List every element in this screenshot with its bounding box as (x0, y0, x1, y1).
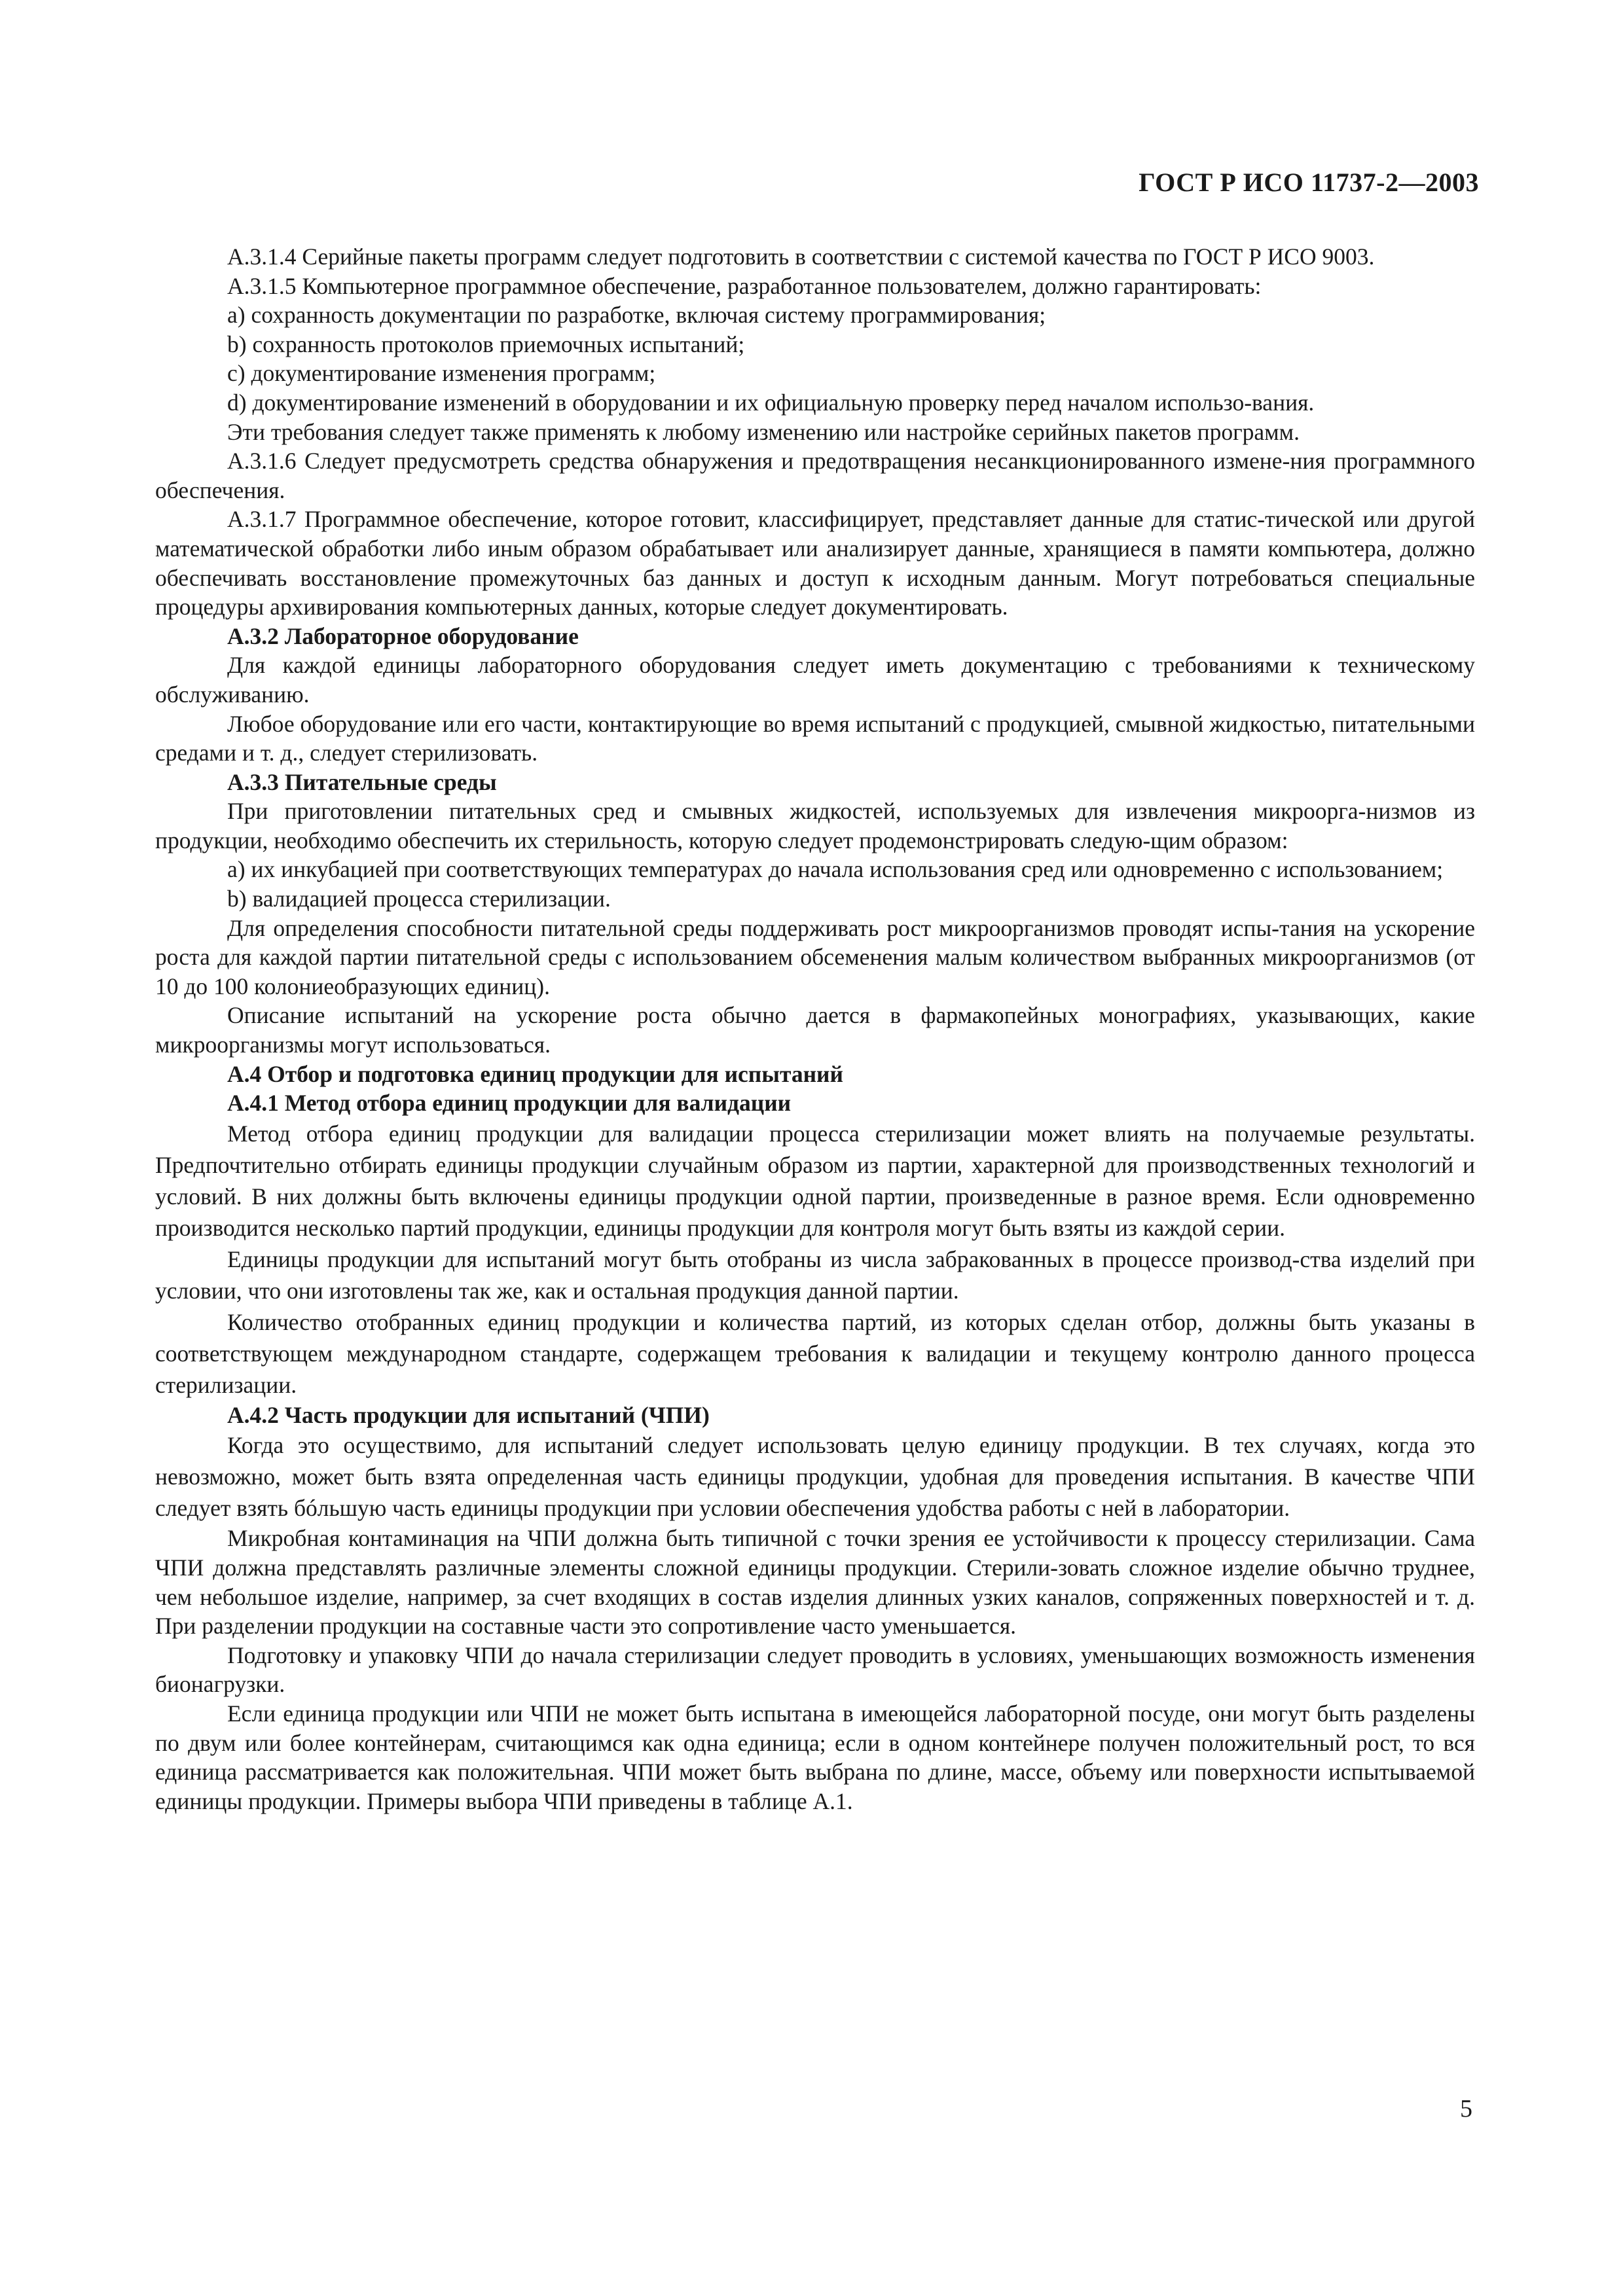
paragraph: Любое оборудование или его части, контактирующие во время испытаний с продукцией, смывной жидкостью, питательными средами и т. д., следует стерилизовать. (155, 710, 1475, 766)
section-heading-a32: А.3.2 Лабораторное оборудование (227, 622, 579, 649)
page-number: 5 (1460, 2095, 1472, 2123)
paragraph: Для каждой единицы лабораторного оборудования следует иметь документацию с требованиями к техническому обслуживанию. (155, 652, 1475, 708)
paragraph: Эти требования следует также применять к любому изменению или настройке серийных пакетов программ. (227, 418, 1300, 445)
section-heading-a4: А.4 Отбор и подготовка единиц продукции для испытаний (227, 1060, 843, 1087)
paragraph: Если единица продукции или ЧПИ не может быть испытана в имеющейся лабораторной посуде, они могут быть разделены по двум или более контейнерам, считающимся как одна единица; если в одном контейнере получен положительный рост, то вся единица рассматривается как положительная. ЧПИ может быть выбрана по длине, массе, объему или поверхности испытываемой единицы продукции. Примеры выбора ЧПИ приведены в таблице А.1. (155, 1700, 1475, 1814)
document-header: ГОСТ Р ИСО 11737-2—2003 (1139, 168, 1479, 197)
paragraph: Количество отобранных единиц продукции и количества партий, из которых сделан отбор, должны быть указаны в соответствующем международном стандарте, содержащем требования к валидации и текущему контролю данного процесса стерилизации. (155, 1308, 1475, 1398)
document-body (155, 242, 1475, 1816)
paragraph-a317: А.3.1.7 Программное обеспечение, которое готовит, классифицирует, представляет данные для статис-тической или другой математической обработки либо иным образом обрабатывает или анализирует данные, хранящиеся в памяти компьютера, должно обеспечивать восстановление промежуточных баз данных и доступ к исходным данным. Могут потребоваться специальные процедуры архивирования компьютерных данных, которые следует документировать. (155, 506, 1475, 620)
paragraph: Описание испытаний на ускорение роста обычно дается в фармакопейных монографиях, указывающих, какие микроорганизмы могут использоваться. (155, 1002, 1475, 1058)
list-item: а) сохранность документации по разработке, включая систему программирования; (227, 302, 1046, 329)
paragraph: Подготовку и упаковку ЧПИ до начала стерилизации следует проводить в условиях, уменьшающих возможность изменения бионагрузки. (155, 1641, 1475, 1698)
paragraph-a316: А.3.1.6 Следует предусмотреть средства обнаружения и предотвращения несанкционированного измене-ния программного обеспечения. (155, 448, 1475, 503)
paragraph: Для определения способности питательной среды поддерживать рост микроорганизмов проводят испы-тания на ускорение роста для каждой партии питательной среды с использованием обсеменения малым количеством выбранных микроорганизмов (от 10 до 100 колониеобразующих единиц). (155, 914, 1475, 999)
list-item: b) валидацией процесса стерилизации. (227, 886, 611, 912)
list-item: а) их инкубацией при соответствующих температурах до начала использования сред или одновременно с использованием; (227, 856, 1444, 883)
paragraph: При приготовлении питательных сред и смывных жидкостей, используемых для извлечения микроорга-низмов из продукции, необходимо обеспечить их стерильность, которую следует продемонстрировать следую-щим образом: (155, 798, 1475, 853)
list-item: b) сохранность протоколов приемочных испытаний; (227, 331, 745, 357)
list-item: d) документирование изменений в оборудовании и их официальную проверку перед началом использо-вания. (227, 389, 1315, 416)
section-heading-a42: А.4.2 Часть продукции для испытаний (ЧПИ) (227, 1401, 710, 1428)
list-item: с) документирование изменения программ; (227, 360, 656, 387)
paragraph: Метод отбора единиц продукции для валидации процесса стерилизации может влиять на получаемые результаты. Предпочтительно отбирать единицы продукции случайным образом из партии, характерной для производственных технологий и условий. В них должны быть включены единицы продукции одной партии, произведенные в разное время. Если одновременно производится несколько партий продукции, единицы продукции для контроля могут быть взяты из каждой серии. (155, 1120, 1475, 1241)
paragraph-a314: А.3.1.4 Серийные пакеты программ следует подготовить в соответствии с системой качества по ГОСТ Р ИСО 9003. (227, 243, 1375, 270)
paragraph: Единицы продукции для испытаний могут быть отобраны из числа забракованных в процессе производ-ства изделий при условии, что они изготовлены так же, как и остальная продукция данной партии. (155, 1246, 1475, 1304)
paragraph: Микробная контаминация на ЧПИ должна быть типичной с точки зрения ее устойчивости к процессу стерилизации. Сама ЧПИ должна представлять различные элементы сложной единицы продукции. Стерили-зовать сложное изделие обычно труднее, чем небольшое изделие, например, за счет входящих в состав изделия длинных узких каналов, сопряженных поверхностей и т. д. При разделении продукции на составные части это сопротивление часто уменьшается. (155, 1525, 1475, 1640)
section-heading-a33: А.3.3 Питательные среды (227, 768, 497, 795)
paragraph: Когда это осуществимо, для испытаний следует использовать целую единицу продукции. В тех случаях, когда это невозможно, может быть взята определенная часть единицы продукции, удобная для проведения испытания. В качестве ЧПИ следует взять бóльшую часть единицы продукции при условии обеспечения удобства работы с ней в лаборатории. (155, 1432, 1475, 1522)
section-heading-a41: А.4.1 Метод отбора единиц продукции для валидации (227, 1090, 792, 1117)
paragraph-a315: А.3.1.5 Компьютерное программное обеспечение, разработанное пользователем, должно гарантировать: (227, 272, 1262, 299)
